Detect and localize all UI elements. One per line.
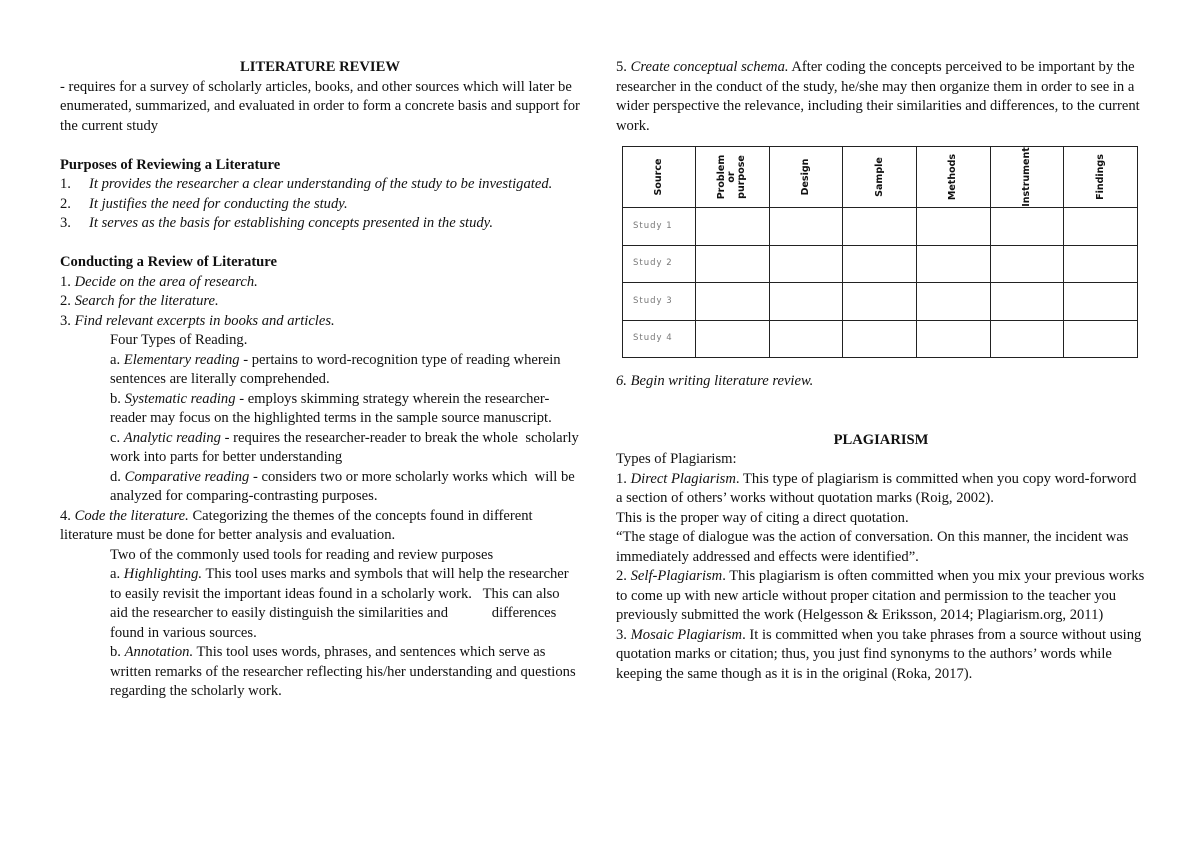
purpose-item: 2. It justifies the need for conducting the study. (60, 195, 348, 212)
step-item: 1. Decide on the area of research. (60, 273, 258, 290)
reading-type: a. Elementary reading - pertains to word-recognition type of reading wherein sentences are literally comprehended. (110, 351, 561, 387)
table-row: Study 4 (623, 320, 1138, 358)
types-intro: Types of Plagiarism: (616, 451, 737, 467)
purpose-item: 3. It serves as the basis for establishing concepts presented in the study. (60, 215, 493, 231)
tool-item: b. Annotation. This tool uses words, phrases, and sentences which serve as written remarks of the researcher reflecting his/her understanding and questions regarding the scholarly work. (110, 644, 576, 699)
plagiarism-type: 3. Mosaic Plagiarism. It is committed when you take phrases from a source without using quotation marks or citation; thus, you just find synonyms to the authors’ words while keeping the same though as it is in the original (Roka, 2017). (616, 626, 1142, 682)
table-header: Findings (1064, 147, 1138, 208)
step-item: 2. Search for the literature. (60, 293, 219, 309)
table-header: Instrument (990, 147, 1064, 208)
step6-line: 6. Begin writing literature review. (616, 373, 814, 389)
proper-way-line: This is the proper way of citing a direct quotation. (616, 509, 909, 526)
purposes-heading: Purposes of Reviewing a Literature (60, 156, 281, 173)
table-row: Study 2 (623, 245, 1138, 283)
table-header: Problem or purpose (696, 147, 770, 208)
reading-intro: Four Types of Reading. (110, 332, 248, 348)
reading-type: d. Comparative reading - considers two or more scholarly works which will be analyzed for comparing-contrasting purposes. (110, 468, 579, 504)
tool-item: a. Highlighting. This tool uses marks and symbols that will help the researcher to easily revisit the important ideas found in a scholarly work. This can also aid the researcher to easily distinguish the similarities and differences found in various sources. (110, 566, 573, 641)
conducting-heading: Conducting a Review of Literature (60, 254, 277, 270)
intro-paragraph: - requires for a survey of scholarly articles, books, and other sources which will later be enumerated, summarized, and evaluated in order to form a concrete basis and support for the current study (60, 78, 580, 134)
tools-intro: Two of the commonly used tools for reading and review purposes (110, 546, 494, 563)
table-header: Source (623, 147, 696, 208)
step-item: 3. Find relevant excerpts in books and articles. (60, 312, 335, 329)
plagiarism-title: PLAGIARISM (833, 431, 929, 448)
literature-review-title: LITERATURE REVIEW (240, 59, 400, 75)
reading-type: c. Analytic reading - requires the researcher-reader to break the whole scholarly work into parts for better understanding (110, 429, 583, 465)
table-row: Study 3 (623, 283, 1138, 321)
left-column (60, 58, 583, 702)
right-column (616, 58, 1146, 684)
table-row: Study 1 (623, 208, 1138, 246)
table-header: Design (769, 147, 843, 208)
step-item: 4. Code the literature. Categorizing the themes of the concepts found in different literature must be done for better analysis and evaluation. (60, 507, 533, 543)
quotation: “The stage of dialogue was the action of conversation. On this manner, the incident was immediately addressed and effects were identified”. (616, 529, 1129, 565)
table-header: Methods (916, 147, 990, 208)
step5-paragraph: 5. Create conceptual schema. After coding the concepts perceived to be important by the researcher in the conduct of the study, he/she may then organize them in order to see in a wider perspective the relevance, including their similarities and differences, to the current work. (616, 59, 1140, 134)
literature-matrix-table (622, 146, 1138, 358)
purpose-item: 1. It provides the researcher a clear understanding of the study to be investigated. (60, 176, 553, 192)
plagiarism-type: 1. Direct Plagiarism. This type of plagiarism is committed when you copy word-forword a section of others’ works without quotation marks (Roig, 2002). (616, 470, 1137, 506)
reading-type: b. Systematic reading - employs skimming strategy wherein the researcher- reader may focus on the highlighted terms in the sample source manuscript. (110, 390, 579, 426)
table-header: Sample (843, 147, 917, 208)
plagiarism-type: 2. Self-Plagiarism. This plagiarism is often committed when you mix your previous works to come up with new article without proper citation and permission to the teacher you previously submitted the work (Helgesson & Eriksson, 2014; Plagiarism.org, 2011) (616, 568, 1145, 623)
